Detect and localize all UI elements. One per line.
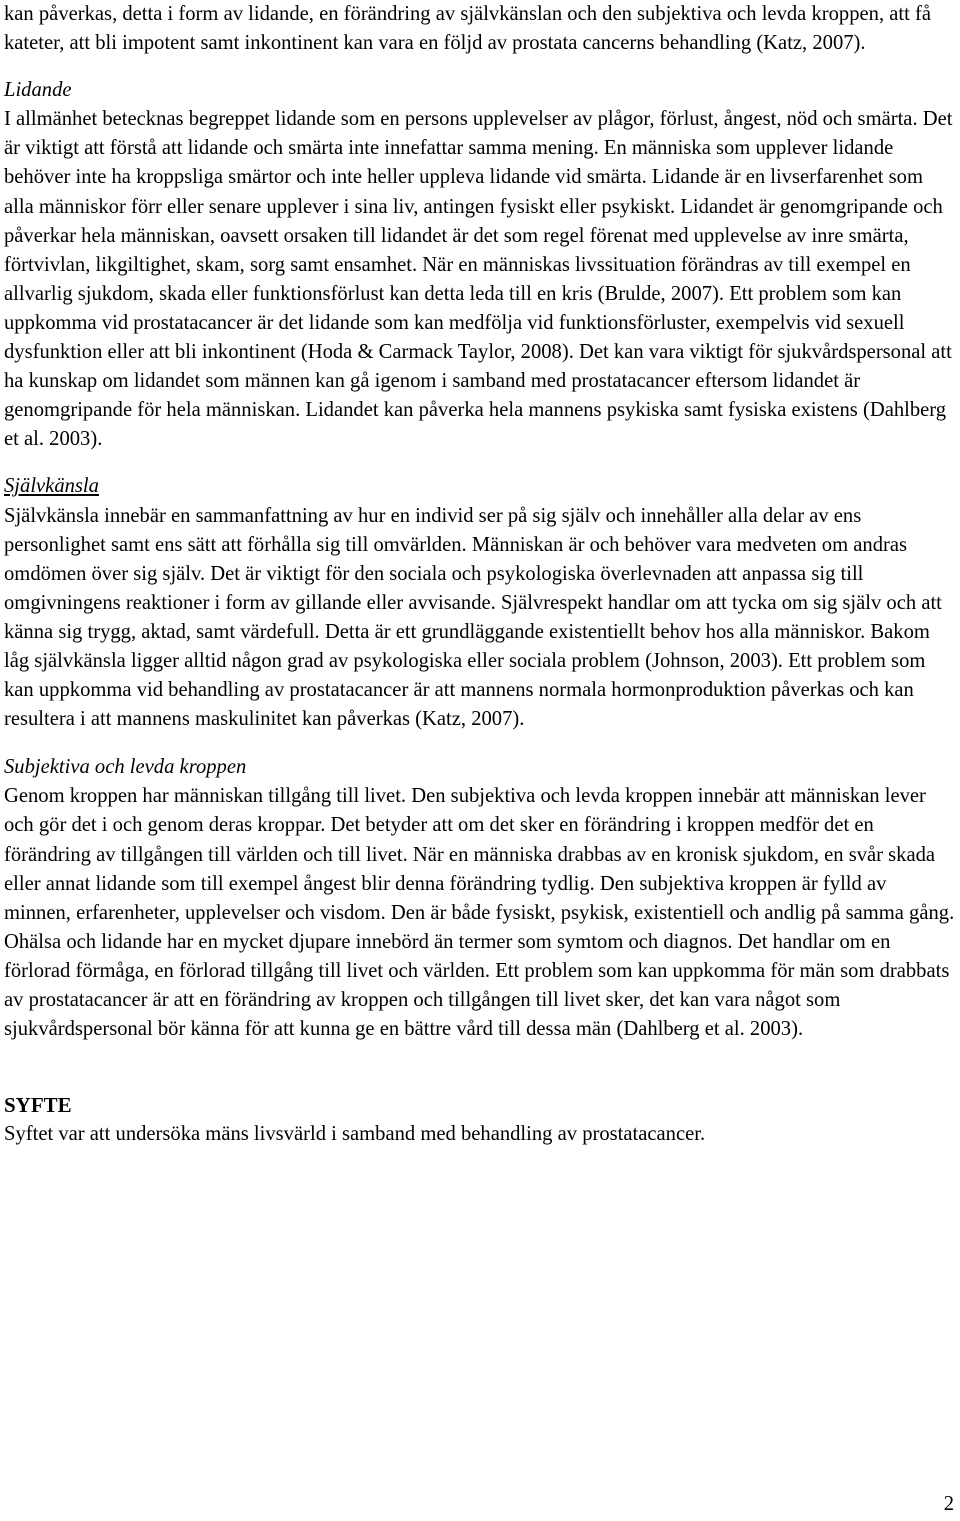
section-heading-sjalvkansla: Självkänsla [4,475,99,498]
page-number: 2 [943,1493,954,1515]
intro-paragraph: kan påverkas, detta i form av lidande, en förändring av självkänslan och den subjektiva och levda kroppen, att få kateter, att bli impotent samt inkontinent kan vara en följd av prostata cancerns behandling (Katz, 2007). [4,3,931,55]
paragraph-subjektiva-kroppen: Genom kroppen har människan tillgång till livet. Den subjektiva och levda kroppen innebär att människan lever och gör det i och genom deras kroppar. Det betyder att om det sker en förändring i kroppen medför det en förändring av tillgången till världen och till livet. När en människa drabbas av en kronisk sjukdom, en svår skada eller annat lidande som till exempel ångest blir denna förändring tydlig. Den subjektiva kroppen är fylld av minnen, erfarenheter, upplevelser och visdom. Den är både fysiskt, psykisk, existentiell och andlig på samma gång. Ohälsa och lidande har en mycket djupare innebörd än termer som symtom och diagnos. Det handlar om en förlorad förmåga, en förlorad tillgång till livet och världen. Ett problem som kan uppkomma för män som drabbats av prostatacancer är att en förändring av kroppen och tillgången till livet sker, det kan vara något som sjukvårdspersonal bör känna för att kunna ge en bättre vård till dessa män (Dahlberg et al. 2003). [4,785,955,1041]
paragraph-sjalvkansla: Självkänsla innebär en sammanfattning av hur en individ ser på sig själv och innehåller alla delar av ens personlighet samt ens sätt att förhålla sig till omvärlden. Människan är och behöver vara medveten om andras omdömen över sig själv. Det är viktigt för den sociala och psykologiska överlevnaden att anpassa sig till omgivningens reaktioner i form av gillande eller avvisande. Självrespekt handlar om att tycka om sig själv och att känna sig trygg, aktad, samt värdefull. Detta är ett grundläggande existentiellt behov hos alla människor. Bakom låg självkänsla ligger alltid någon grad av psykologiska eller sociala problem (Johnson, 2003). Ett problem som kan uppkomma vid behandling av prostatacancer är att mannens normala hormonproduktion påverkas och kan resultera i att mannens maskulinitet kan påverkas (Katz, 2007). [4,504,942,731]
section-heading-subjektiva-kroppen: Subjektiva och levda kroppen [4,756,247,779]
section-heading-lidande: Lidande [4,79,72,102]
paragraph-lidande: I allmänhet betecknas begreppet lidande som en persons upplevelser av plågor, förlust, ångest, nöd och smärta. Det är viktigt att förstå att lidande och smärta inte innefattar samma mening. En människa som upplever lidande behöver inte ha kroppsliga smärtor och inte heller uppleva lidande vid smärta. Lidande är en livserfarenhet som alla människor förr eller senare upplever i sina liv, antingen fysiskt eller psykiskt. Lidandet är genomgripande och påverkar hela människan, oavsett orsaken till lidandet är det som regel förenat med upplevelse av inre smärta, förtvivlan, likgiltighet, skam, sorg samt ensamhet. När en människas livssituation förändras av till exempel en allvarlig sjukdom, skada eller funktionsförlust kan detta leda till en kris (Brulde, 2007). Ett problem som kan uppkomma vid prostatacancer är det lidande som kan medfölja vid funktionsförluster, exempelvis vid sexuell dysfunktion eller att bli inkontinent (Hoda & Carmack Taylor, 2008). Det kan vara viktigt för sjukvårdspersonal att ha kunskap om lidandet som männen kan gå igenom i samband med prostatacancer eftersom lidandet är genomgripande för hela människan. Lidandet kan påverka hela mannens psykiska samt fysiska existens (Dahlberg et al. 2003). [4,108,953,451]
document-page [4,0,956,1149]
section-heading-syfte: SYFTE [4,1093,72,1118]
paragraph-syfte: Syftet var att undersöka mäns livsvärld i samband med behandling av prostatacancer. [4,1123,706,1146]
